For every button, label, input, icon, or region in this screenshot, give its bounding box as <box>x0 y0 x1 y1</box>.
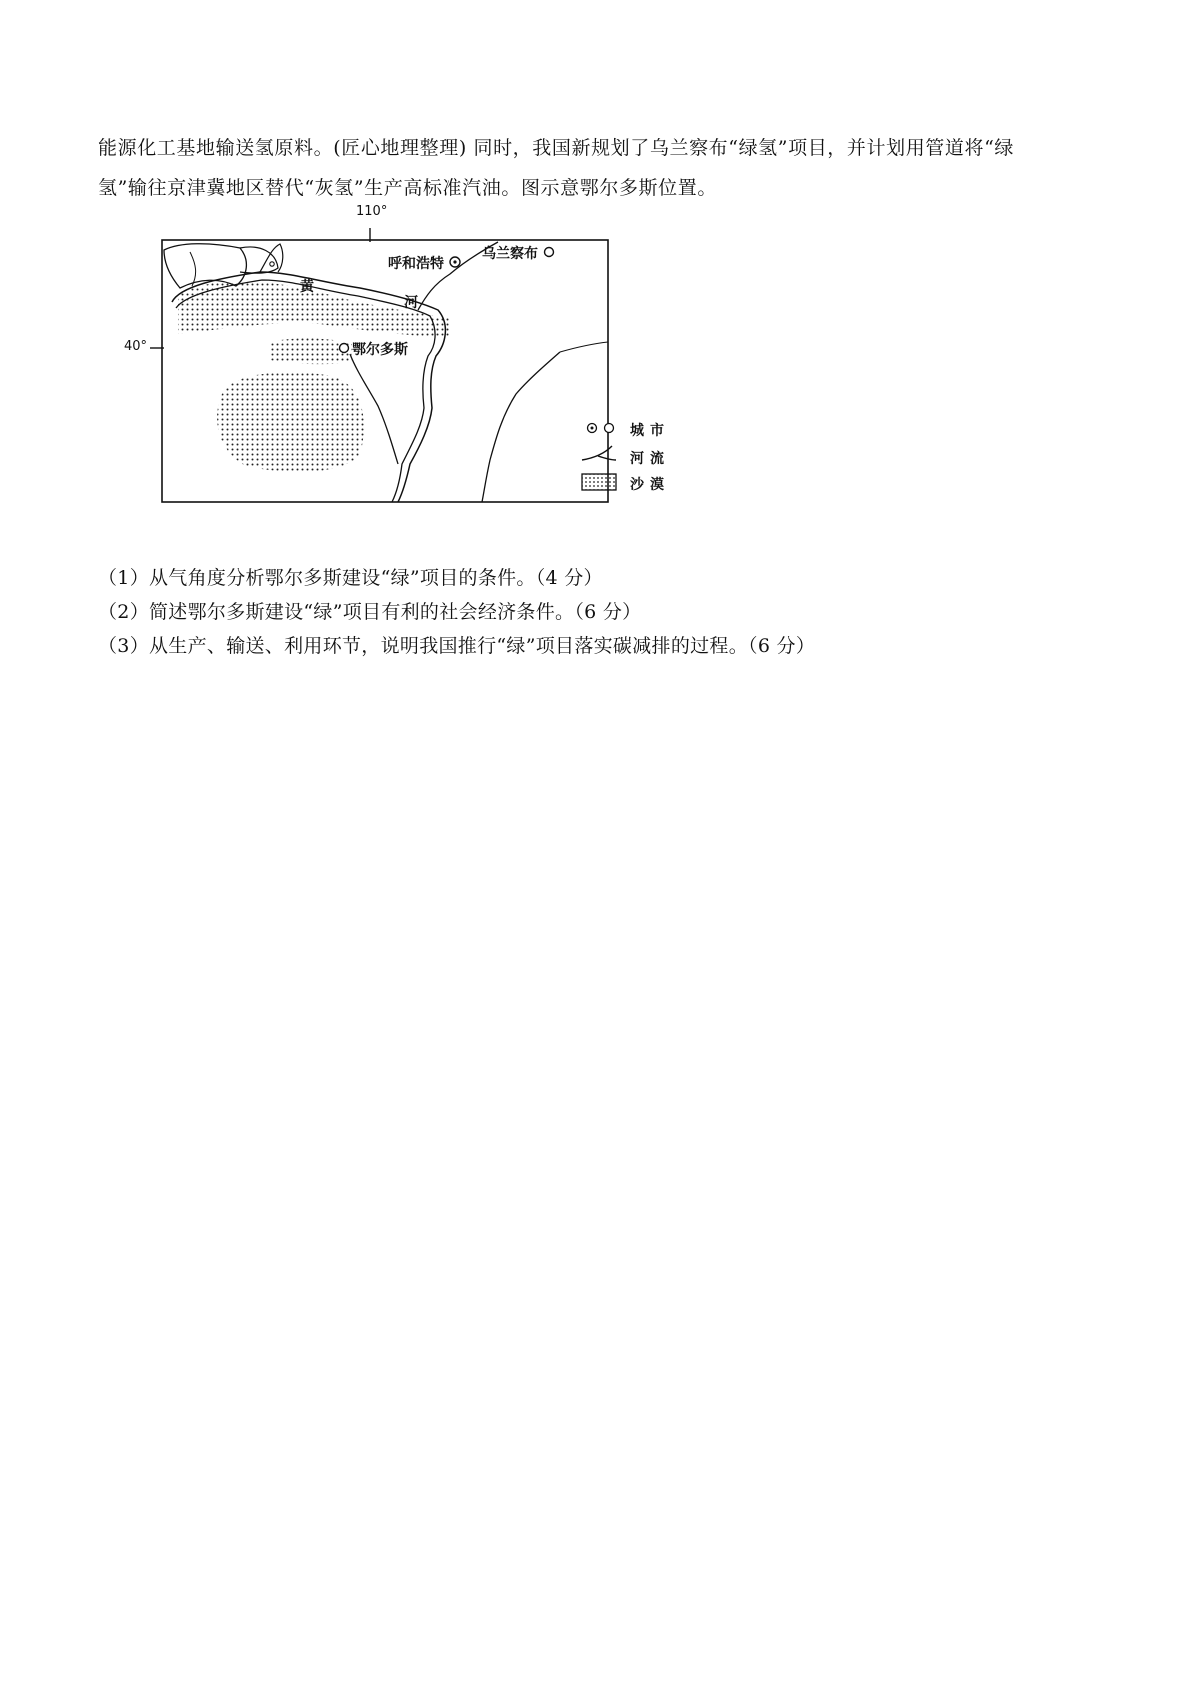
mountain-outline-2 <box>190 252 196 286</box>
city-label-ordos: 鄂尔多斯 <box>352 342 408 358</box>
river-loop-top <box>260 244 283 272</box>
legend-desert-symbol <box>582 474 616 490</box>
river-label-huang: 黄 <box>300 279 314 295</box>
intro-line-2: 氢”输往京津冀地区替代“灰氢”生产高标准汽油。图示意鄂尔多斯位置。 <box>98 177 717 199</box>
legend-river-symbol <box>582 446 616 460</box>
ulanqab-marker <box>545 248 554 257</box>
intro-line-1: 能源化工基地输送氢原料。(匠心地理整理) 同时，我国新规划了乌兰察布“绿氢”项目，并计划用管道将“绿 <box>98 137 1015 159</box>
hohhot-marker-dot <box>453 260 456 263</box>
latitude-label: 40° <box>124 339 148 354</box>
tributary-east-upper <box>560 342 608 352</box>
longitude-label: 110° <box>356 204 388 219</box>
desert-middle <box>270 338 352 364</box>
legend-desert-label: 沙漠 <box>630 477 670 493</box>
legend-river-label: 河流 <box>630 451 670 467</box>
question-2: （2）简述鄂尔多斯建设“绿”项目有利的社会经济条件。（6 分） <box>98 601 642 623</box>
ordos-location-map <box>120 204 740 542</box>
question-1: （1）从气角度分析鄂尔多斯建设“绿”项目的条件。（4 分） <box>98 567 603 589</box>
city-label-hohhot: 呼和浩特 <box>388 256 444 272</box>
ordos-marker <box>340 344 349 353</box>
legend-city-symbol <box>605 424 614 433</box>
tributary-east <box>482 352 560 502</box>
legend-city-label: 城市 <box>630 423 670 439</box>
intro-paragraph <box>98 128 1108 208</box>
river-label-he: 河 <box>404 295 418 311</box>
legend-city-symbol-capital-dot <box>591 427 594 430</box>
river-loop-knot <box>270 262 274 266</box>
city-label-ulanqab: 乌兰察布 <box>482 246 538 262</box>
map-frame <box>162 240 608 502</box>
desert-south <box>217 372 364 472</box>
question-3: （3）从生产、输送、利用环节，说明我国推行“绿”项目落实碳减排的过程。（6 分） <box>98 635 816 657</box>
